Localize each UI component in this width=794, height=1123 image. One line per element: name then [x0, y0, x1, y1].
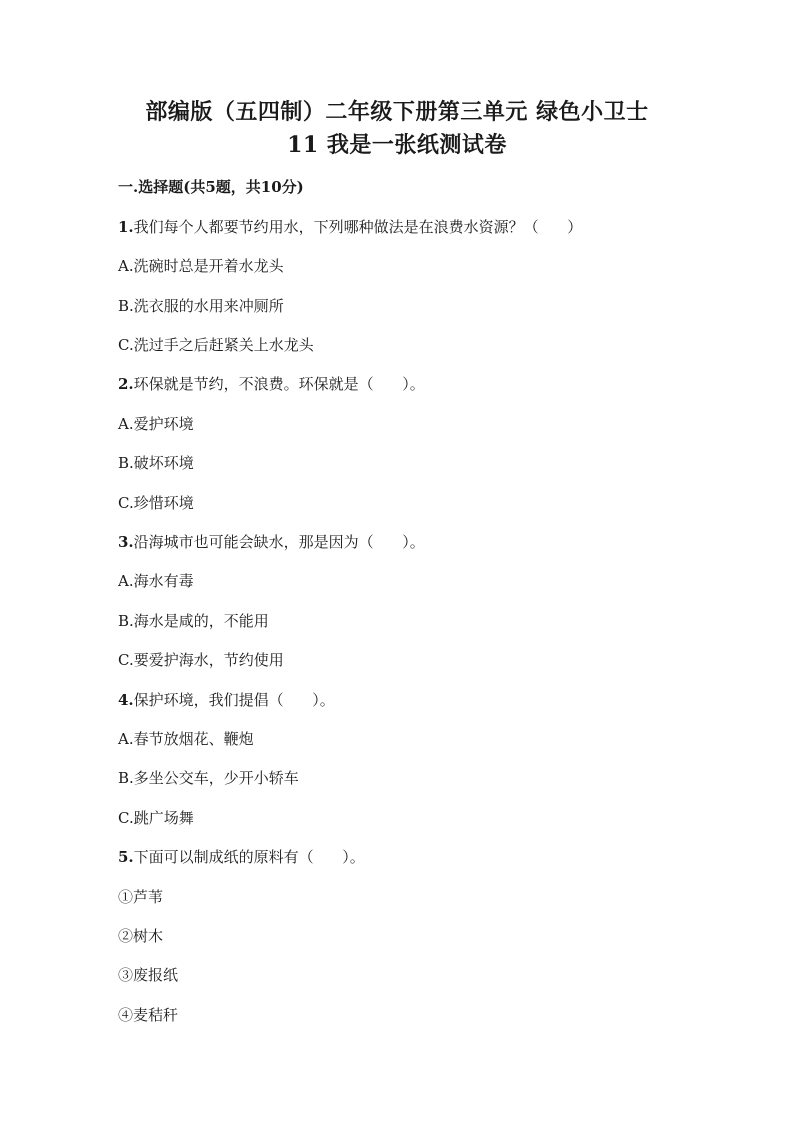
q4-option-c: C.跳广场舞	[118, 809, 194, 827]
question-number: 3.	[118, 533, 134, 551]
q2-option-b: B.破坏环境	[118, 454, 194, 472]
question-2	[118, 373, 425, 395]
question-4	[118, 689, 335, 711]
document-title-line2: 11 我是一张纸测试卷	[287, 132, 507, 158]
q1-option-a: A.洗碗时总是开着水龙头	[118, 257, 284, 275]
q5-option-3: ③废报纸	[118, 966, 179, 984]
question-stem: 下面可以制成纸的原料有（ ）。	[133, 848, 365, 866]
question-number: 4.	[118, 691, 134, 709]
section-heading: 一.选择题(共5题，共10分)	[118, 178, 304, 196]
q2-option-a: A.爱护环境	[118, 415, 194, 433]
question-number: 2.	[118, 375, 134, 393]
q5-option-4: ④麦秸秆	[118, 1006, 179, 1024]
question-stem: 沿海城市也可能会缺水，那是因为（ ）。	[133, 533, 425, 551]
q1-option-c: C.洗过手之后赶紧关上水龙头	[118, 336, 314, 354]
question-5	[118, 846, 365, 868]
question-number: 1.	[118, 218, 134, 236]
question-1	[118, 216, 582, 238]
q3-option-b: B.海水是咸的，不能用	[118, 612, 269, 630]
q5-option-1: ①芦苇	[118, 888, 164, 906]
q3-option-c: C.要爱护海水，节约使用	[118, 651, 284, 669]
question-stem: 环保就是节约，不浪费。环保就是（ ）。	[133, 375, 425, 393]
q4-option-a: A.春节放烟花、鞭炮	[118, 730, 254, 748]
q4-option-b: B.多坐公交车，少开小轿车	[118, 769, 299, 787]
question-stem: 保护环境，我们提倡（ ）。	[133, 691, 335, 709]
q1-option-b: B.洗衣服的水用来冲厕所	[118, 297, 284, 315]
question-stem: 我们每个人都要节约用水，下列哪种做法是在浪费水资源？（ ）	[133, 218, 583, 236]
question-number: 5.	[118, 848, 134, 866]
q3-option-a: A.海水有毒	[118, 572, 194, 590]
document-title-line1: 部编版（五四制）二年级下册第三单元 绿色小卫士	[145, 99, 649, 125]
q2-option-c: C.珍惜环境	[118, 494, 194, 512]
question-3	[118, 531, 425, 553]
q5-option-2: ②树木	[118, 927, 164, 945]
